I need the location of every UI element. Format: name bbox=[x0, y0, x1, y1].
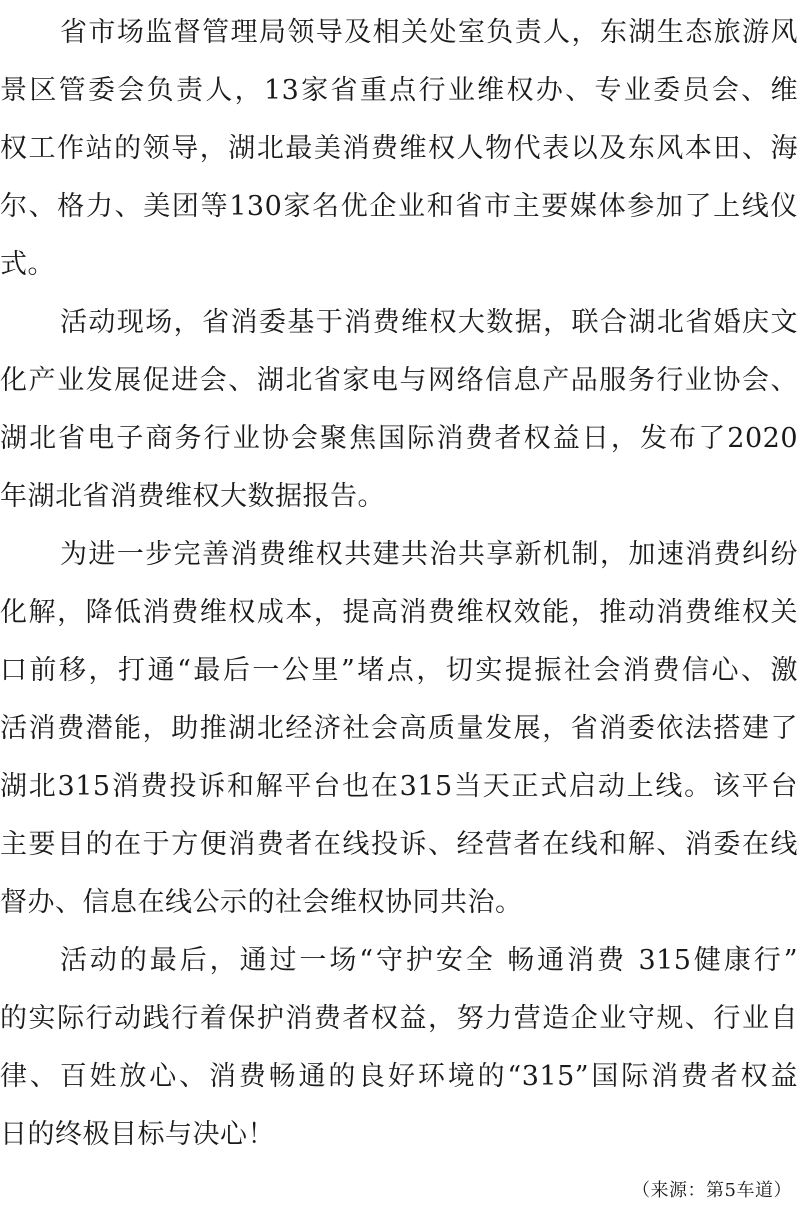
text-line: 式。 bbox=[0, 249, 55, 280]
text-line: 活消费潜能，助推湖北经济社会高质量发展，省消委依法搭建了 bbox=[0, 713, 798, 744]
text-line: 活动现场，省消委基于消费维权大数据，联合湖北省婚庆文 bbox=[60, 307, 798, 338]
text-line: 省市场监督管理局领导及相关处室负责人，东湖生态旅游风 bbox=[60, 17, 798, 48]
text-line: 尔、格力、美团等130家名优企业和省市主要媒体参加了上线仪 bbox=[0, 191, 798, 222]
text-line: 湖北省电子商务行业协会聚焦国际消费者权益日，发布了2020 bbox=[0, 423, 798, 454]
text-line: 律、百姓放心、消费畅通的良好环境的“315”国际消费者权益 bbox=[0, 1061, 798, 1092]
text-line: 为进一步完善消费维权共建共治共享新机制，加速消费纠纷 bbox=[60, 539, 798, 570]
text-line: 化产业发展促进会、湖北省家电与网络信息产品服务行业协会、 bbox=[0, 365, 798, 396]
text-line: 权工作站的领导，湖北最美消费维权人物代表以及东风本田、海 bbox=[0, 133, 798, 164]
text-line: 年湖北省消费维权大数据报告。 bbox=[0, 481, 385, 512]
text-line: 督办、信息在线公示的社会维权协同共治。 bbox=[0, 887, 523, 918]
text-line: 口前移，打通“最后一公里”堵点，切实提振社会消费信心、激 bbox=[0, 655, 798, 686]
text-line: 化解，降低消费维权成本，提高消费维权效能，推动消费维权关 bbox=[0, 597, 798, 628]
text-line: 日的终极目标与决心！ bbox=[0, 1119, 275, 1150]
text-line: 活动的最后，通过一场“守护安全 畅通消费 315健康行” bbox=[60, 945, 798, 976]
source-attribution: （来源：第5车道） bbox=[632, 1180, 792, 1201]
text-line: 主要目的在于方便消费者在线投诉、经营者在线和解、消委在线 bbox=[0, 829, 798, 860]
text-line: 湖北315消费投诉和解平台也在315当天正式启动上线。该平台 bbox=[0, 771, 798, 802]
text-line: 景区管委会负责人，13家省重点行业维权办、专业委员会、维 bbox=[0, 75, 798, 106]
text-line: 的实际行动践行着保护消费者权益，努力营造企业守规、行业自 bbox=[0, 1003, 798, 1034]
